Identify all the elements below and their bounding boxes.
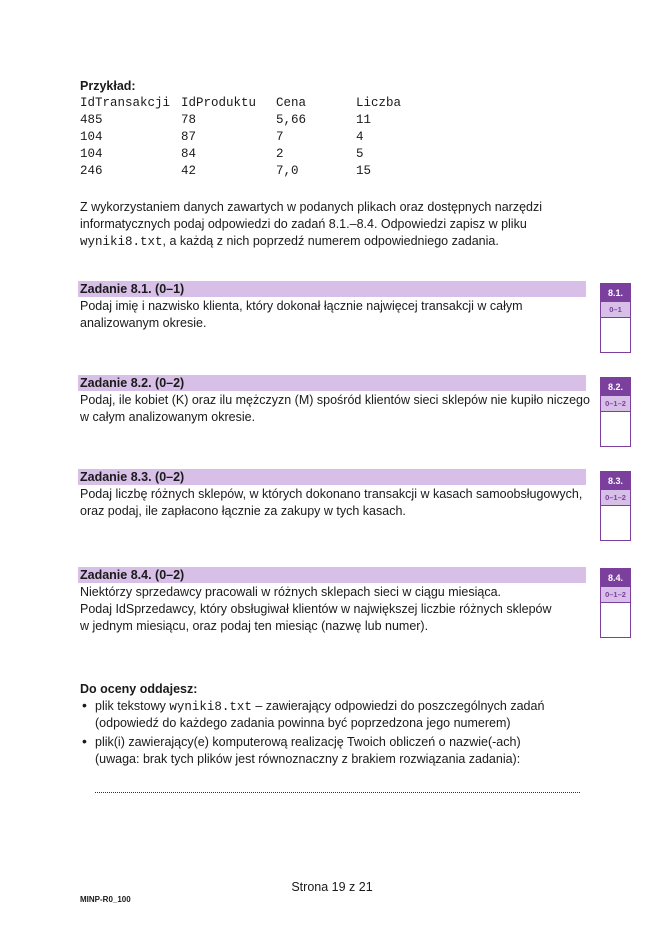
answer-dotted-line[interactable] — [95, 784, 580, 793]
intro-line-3 — [80, 232, 499, 251]
cell: 42 — [181, 164, 197, 178]
score-points: 0–1 — [601, 302, 630, 318]
example-title: Przykład: — [80, 79, 136, 93]
task-8-2-line-1: Podaj, ile kobiet (K) oraz ilu mężczyzn (M) spośród klientów sieci sklepów nie kupiło niczego — [80, 393, 590, 407]
document-code: MINP-R0_100 — [80, 895, 131, 904]
filename: wyniki8.txt — [169, 700, 252, 714]
task-8-3-line-1: Podaj liczbę różnych sklepów, w których dokonano transakcji w kasach samoobsługowych, — [80, 487, 583, 501]
task-8-4-line-3: w jednym miesiącu, oraz podaj ten miesiąc (nazwę lub numer). — [80, 619, 429, 633]
cell: 15 — [356, 164, 372, 178]
submit-item-2: plik(i) zawierający(e) komputerową realizację Twoich obliczeń o nazwie(-ach) — [95, 735, 521, 749]
task-8-3-line-2: oraz podaj, ile zapłacono łącznie za zakupy w tych kasach. — [80, 504, 406, 518]
submit-title: Do oceny oddajesz: — [80, 682, 198, 696]
header-cell: Liczba — [356, 96, 402, 110]
cell: 104 — [80, 147, 103, 161]
task-8-1-line-2: analizowanym okresie. — [80, 316, 207, 330]
score-number: 8.4. — [601, 569, 630, 587]
intro-line-3-rest: , a każdą z nich poprzedź numerem odpowiedniego zadania. — [162, 234, 499, 248]
score-number: 8.1. — [601, 284, 630, 302]
bullet-icon: • — [82, 697, 87, 713]
cell: 246 — [80, 164, 103, 178]
cell: 5 — [356, 147, 364, 161]
cell: 4 — [356, 130, 364, 144]
score-box-8-1 — [600, 283, 631, 353]
cell: 7,0 — [276, 164, 299, 178]
task-8-4-line-2: Podaj IdSprzedawcy, który obsługiwał klientów w największej liczbie różnych sklepów — [80, 602, 552, 616]
task-8-4-heading: Zadanie 8.4. (0–2) — [78, 567, 586, 583]
submit-item-1-line-2: (odpowiedź do każdego zadania powinna być poprzedzona jego numerem) — [95, 716, 511, 730]
cell: 485 — [80, 113, 103, 127]
score-box-8-4 — [600, 568, 631, 638]
task-8-2-line-2: w całym analizowanym okresie. — [80, 410, 256, 424]
cell: 84 — [181, 147, 197, 161]
filename: wyniki8.txt — [80, 235, 163, 249]
score-points: 0–1–2 — [601, 587, 630, 603]
task-8-1-line-1: Podaj imię i nazwisko klienta, który dokonał łącznie najwięcej transakcji w całym — [80, 299, 523, 313]
score-points: 0–1–2 — [601, 490, 630, 506]
cell: 2 — [276, 147, 284, 161]
score-number: 8.2. — [601, 378, 630, 396]
header-cell: IdProduktu — [181, 96, 257, 110]
cell: 5,66 — [276, 113, 307, 127]
submit-item-2-line-2: (uwaga: brak tych plików jest równoznaczny z brakiem rozwiązania zadania): — [95, 752, 521, 766]
page-number: Strona 19 z 21 — [291, 880, 373, 894]
cell: 104 — [80, 130, 103, 144]
score-box-8-3 — [600, 471, 631, 541]
intro-line-1: Z wykorzystaniem danych zawartych w podanych plikach oraz dostępnych narzędzi — [80, 200, 543, 214]
submit-item-1-rest: – zawierający odpowiedzi do poszczególnych zadań — [251, 699, 545, 713]
score-points: 0–1–2 — [601, 396, 630, 412]
task-8-1-heading: Zadanie 8.1. (0–1) — [78, 281, 586, 297]
task-8-4-line-1: Niektórzy sprzedawcy pracowali w różnych sklepach sieci w ciągu miesiąca. — [80, 585, 501, 599]
task-8-2-heading: Zadanie 8.2. (0–2) — [78, 375, 586, 391]
score-number: 8.3. — [601, 472, 630, 490]
cell: 11 — [356, 113, 372, 127]
cell: 7 — [276, 130, 284, 144]
intro-line-2: informatycznych podaj odpowiedzi do zadań 8.1.–8.4. Odpowiedzi zapisz w pliku — [80, 217, 527, 231]
submit-item-1-prefix: plik tekstowy — [95, 699, 170, 713]
task-8-3-heading: Zadanie 8.3. (0–2) — [78, 469, 586, 485]
score-box-8-2 — [600, 377, 631, 447]
bullet-icon: • — [82, 733, 87, 749]
header-cell: IdTransakcji — [80, 96, 171, 110]
header-cell: Cena — [276, 96, 307, 110]
cell: 87 — [181, 130, 197, 144]
cell: 78 — [181, 113, 197, 127]
